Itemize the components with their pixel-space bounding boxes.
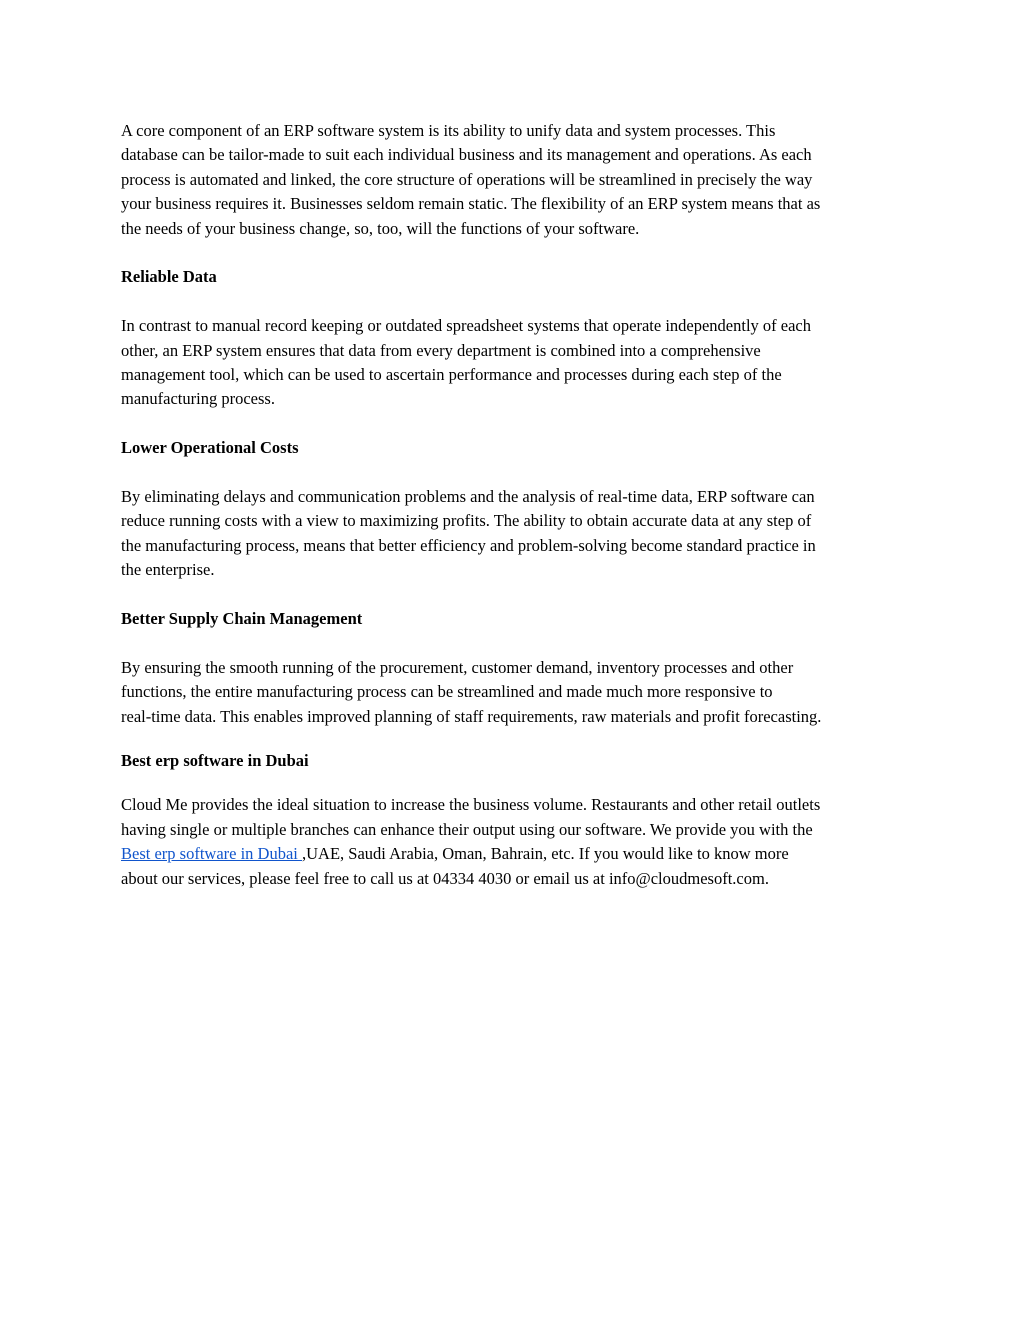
paragraph-line: database can be tailor-made to suit each individual business and its management and operations. As each bbox=[121, 145, 812, 165]
paragraph-line: A core component of an ERP software system is its ability to unify data and system processes. This bbox=[121, 121, 776, 140]
paragraph-line: Cloud Me provides the ideal situation to increase the business volume. Restaurants and other retail outlets bbox=[121, 795, 821, 815]
paragraph-line: about our services, please feel free to call us at 04334 4030 or email us at info@cloudmesoft.com. bbox=[121, 868, 769, 888]
intro-paragraph bbox=[121, 119, 911, 241]
section-heading-reliable-data: Reliable Data bbox=[121, 267, 217, 287]
paragraph-line: the manufacturing process, means that better efficiency and problem-solving become standard practice in bbox=[121, 535, 816, 555]
paragraph-line: In contrast to manual record keeping or outdated spreadsheet systems that operate independently of each bbox=[121, 316, 812, 336]
paragraph-line: reduce running costs with a view to maximizing profits. The ability to obtain accurate data at any step of bbox=[121, 511, 812, 531]
paragraph-line: other, an ERP system ensures that data from every department is combined into a comprehensive bbox=[121, 340, 761, 360]
paragraph-line: By ensuring the smooth running of the procurement, customer demand, inventory processes and other bbox=[121, 657, 794, 677]
paragraph-line: the needs of your business change, so, too, will the functions of your software. bbox=[121, 218, 640, 238]
section-heading-lower-operational-costs: Lower Operational Costs bbox=[121, 438, 299, 458]
reliable-data-paragraph bbox=[121, 314, 911, 412]
paragraph-line: your business requires it. Businesses seldom remain static. The flexibility of an ERP system means that as bbox=[121, 194, 821, 214]
paragraph-line: having single or multiple branches can enhance their output using our software. We provide you with the bbox=[121, 819, 813, 839]
paragraph-line: process is automated and linked, the core structure of operations will be streamlined in precisely the way bbox=[121, 169, 813, 189]
supply-chain-paragraph bbox=[121, 656, 911, 729]
best-erp-dubai-link[interactable]: Best erp software in Dubai bbox=[121, 844, 302, 864]
section-heading-best-erp-dubai: Best erp software in Dubai bbox=[121, 751, 309, 771]
paragraph-line: functions, the entire manufacturing process can be streamlined and made much more responsive to bbox=[121, 682, 773, 702]
paragraph-line: management tool, which can be used to ascertain performance and processes during each step of the bbox=[121, 365, 782, 385]
paragraph-line: the enterprise. bbox=[121, 560, 215, 580]
best-erp-paragraph bbox=[121, 793, 911, 891]
paragraph-line: By eliminating delays and communication problems and the analysis of real-time data, ERP software can bbox=[121, 487, 815, 507]
paragraph-line: manufacturing process. bbox=[121, 389, 275, 409]
paragraph-line: real-time data. This enables improved planning of staff requirements, raw materials and profit forecasting. bbox=[121, 706, 822, 726]
link-trailing-text: ,UAE, Saudi Arabia, Oman, Bahrain, etc. If you would like to know more bbox=[302, 844, 789, 864]
section-heading-supply-chain: Better Supply Chain Management bbox=[121, 609, 363, 629]
lower-costs-paragraph bbox=[121, 485, 911, 583]
document-body bbox=[121, 119, 911, 891]
paragraph-line-with-link bbox=[121, 842, 911, 866]
